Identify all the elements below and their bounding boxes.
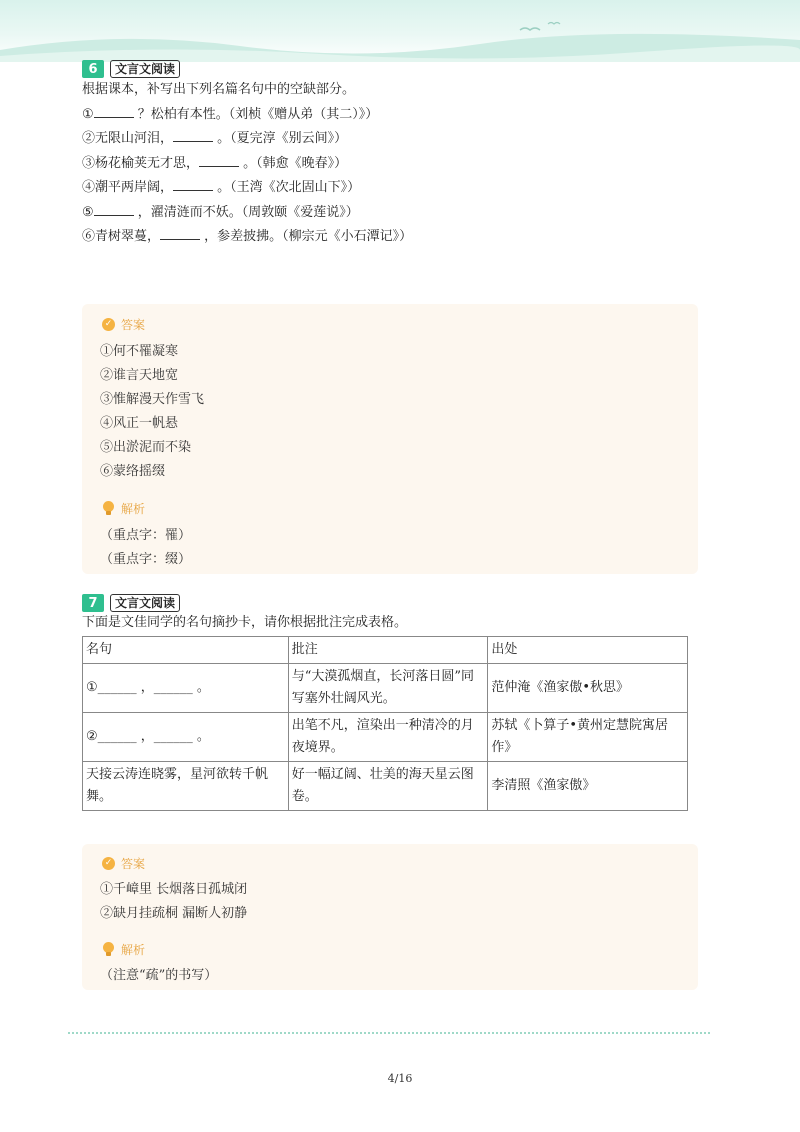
answer-label: ✓ 答案 bbox=[102, 855, 145, 872]
question-prompt: 根据课本，补写出下列名篇名句中的空缺部分。 bbox=[82, 82, 356, 97]
table-cell: 与“大漠孤烟直，长河落日圆”同写塞外壮阔风光。 bbox=[288, 664, 488, 713]
analysis-label: 解析 bbox=[102, 500, 145, 517]
table-header-row bbox=[83, 637, 688, 664]
table-cell: 范仲淹《渔家傲•秋思》 bbox=[488, 664, 688, 713]
question-6-body bbox=[82, 78, 412, 250]
page-number: 4/16 bbox=[387, 1072, 413, 1085]
analysis-item: （注意“疏”的书写） bbox=[100, 968, 218, 983]
answer-item: ②缺月挂疏桐 漏断人初静 bbox=[100, 906, 248, 921]
footer-divider bbox=[68, 1032, 710, 1034]
question-prompt: 下面是文佳同学的名句摘抄卡，请你根据批注完成表格。 bbox=[82, 615, 408, 630]
table-cell: ①______ ，______ 。 bbox=[83, 664, 289, 713]
fill-item-4: ④潮平两岸阔， 。（王湾《次北固山下》） bbox=[82, 180, 361, 195]
answer-item: ②谁言天地宽 bbox=[100, 368, 179, 383]
analysis-item: （重点字：罹） bbox=[100, 528, 192, 543]
question-type-tag: 文言文阅读 bbox=[110, 60, 180, 78]
question-7-header bbox=[82, 594, 180, 612]
blank[interactable] bbox=[199, 154, 239, 167]
quote-table bbox=[82, 636, 688, 811]
analysis-list bbox=[100, 964, 217, 988]
header-banner bbox=[0, 0, 800, 62]
blank[interactable] bbox=[160, 227, 200, 240]
table-row bbox=[83, 664, 688, 713]
fill-item-6: ⑥青树翠蔓， ，参差披拂。（柳宗元《小石潭记》） bbox=[82, 229, 413, 244]
table-cell: 出笔不凡，渲染出一种清冷的月夜境界。 bbox=[288, 713, 488, 762]
blank[interactable] bbox=[173, 178, 213, 191]
table-header: 批注 bbox=[288, 637, 488, 664]
table-cell: 天接云涛连晓雾，星河欲转千帆舞。 bbox=[83, 762, 289, 811]
analysis-item: （重点字：缀） bbox=[100, 552, 192, 567]
fill-item-3: ③杨花榆荚无才思， 。（韩愈《晚春》） bbox=[82, 155, 348, 171]
blank[interactable] bbox=[173, 129, 213, 142]
blank[interactable] bbox=[94, 105, 134, 118]
answer-label: ✓ 答案 bbox=[102, 316, 145, 333]
check-circle-icon: ✓ bbox=[102, 318, 115, 331]
answer-box-6 bbox=[82, 304, 698, 574]
answer-item: ⑥蒙络摇缀 bbox=[100, 464, 166, 479]
analysis-list bbox=[100, 524, 191, 572]
fill-item-1: ① ？松柏有本性。（刘桢《赠从弟（其二）》） bbox=[82, 106, 379, 122]
answer-list bbox=[100, 340, 204, 484]
analysis-label: 解析 bbox=[102, 941, 145, 958]
answer-item: ③惟解漫天作雪飞 bbox=[100, 392, 205, 407]
lightbulb-icon bbox=[102, 942, 115, 957]
table-cell: 李清照《渔家傲》 bbox=[488, 762, 688, 811]
table-cell: 苏轼《卜算子•黄州定慧院寓居作》 bbox=[488, 713, 688, 762]
blank[interactable] bbox=[94, 203, 134, 216]
answer-item: ④风正一帆悬 bbox=[100, 416, 179, 431]
table-cell: 好一幅辽阔、壮美的海天星云图卷。 bbox=[288, 762, 488, 811]
fill-item-2: ②无限山河泪， 。（夏完淳《别云间》） bbox=[82, 131, 348, 146]
fill-item-5: ⑤ ，濯清涟而不妖。（周敦颐《爱莲说》） bbox=[82, 204, 359, 220]
answer-box-7 bbox=[82, 844, 698, 990]
check-circle-icon: ✓ bbox=[102, 857, 115, 870]
table-row bbox=[83, 713, 688, 762]
answer-item: ⑤出淤泥而不染 bbox=[100, 440, 192, 455]
answer-item: ①何不罹凝寒 bbox=[100, 344, 179, 359]
question-number: 7 bbox=[82, 594, 104, 612]
lightbulb-icon bbox=[102, 501, 115, 516]
table-row bbox=[83, 762, 688, 811]
landscape-decoration bbox=[0, 0, 800, 62]
question-number: 6 bbox=[82, 60, 104, 78]
question-type-tag: 文言文阅读 bbox=[110, 594, 180, 612]
table-header: 名句 bbox=[83, 637, 289, 664]
question-7-body bbox=[82, 611, 407, 636]
question-6-header bbox=[82, 60, 180, 78]
answer-list bbox=[100, 878, 247, 926]
table-header: 出处 bbox=[488, 637, 688, 664]
answer-item: ①千嶂里 长烟落日孤城闭 bbox=[100, 882, 248, 897]
table-cell: ②______ ，______ 。 bbox=[83, 713, 289, 762]
